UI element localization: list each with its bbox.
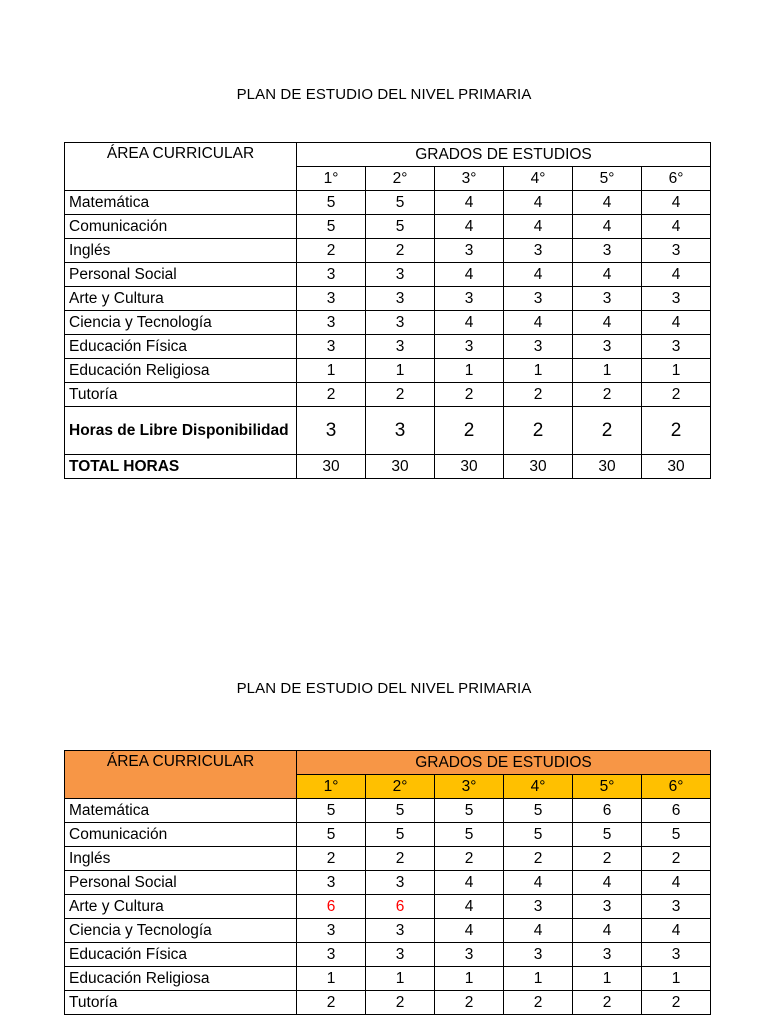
hours-cell: 2 <box>435 383 504 407</box>
grade-header: 1° <box>297 775 366 799</box>
table-row <box>65 919 711 943</box>
area-name: Horas de Libre Disponibilidad <box>65 407 297 455</box>
table-row <box>65 991 711 1015</box>
hours-cell: 4 <box>573 263 642 287</box>
hours-cell: 4 <box>642 919 711 943</box>
hours-cell: 4 <box>642 311 711 335</box>
hours-cell: 5 <box>504 799 573 823</box>
hours-cell: 6 <box>642 799 711 823</box>
hours-cell: 3 <box>297 919 366 943</box>
hours-cell: 3 <box>366 335 435 359</box>
area-name: Tutoría <box>65 383 297 407</box>
hours-cell: 4 <box>504 919 573 943</box>
hours-cell: 3 <box>366 287 435 311</box>
table-row <box>65 359 711 383</box>
area-name: Educación Física <box>65 943 297 967</box>
hours-cell: 2 <box>573 847 642 871</box>
grade-header: 4° <box>504 775 573 799</box>
hours-cell: 3 <box>642 943 711 967</box>
hours-cell: 1 <box>297 359 366 383</box>
hours-cell: 4 <box>573 311 642 335</box>
area-name: Comunicación <box>65 823 297 847</box>
hours-cell: 4 <box>573 871 642 895</box>
hours-cell: 5 <box>435 799 504 823</box>
hours-cell: 5 <box>504 823 573 847</box>
area-name: Arte y Cultura <box>65 287 297 311</box>
hours-cell: 4 <box>504 871 573 895</box>
area-name: Matemática <box>65 191 297 215</box>
area-name: Inglés <box>65 847 297 871</box>
hours-cell: 4 <box>435 895 504 919</box>
hours-cell: 4 <box>642 191 711 215</box>
grade-header: 1° <box>297 167 366 191</box>
hours-cell: 6 <box>573 799 642 823</box>
hours-cell: 5 <box>435 823 504 847</box>
area-name: Comunicación <box>65 215 297 239</box>
hours-cell: 3 <box>504 239 573 263</box>
hours-cell: 30 <box>366 455 435 479</box>
hours-cell: 4 <box>573 215 642 239</box>
hours-cell: 2 <box>435 991 504 1015</box>
hours-cell: 5 <box>366 799 435 823</box>
hours-cell: 4 <box>435 311 504 335</box>
area-name: Ciencia y Tecnología <box>65 311 297 335</box>
hours-cell: 3 <box>642 895 711 919</box>
hours-cell: 2 <box>366 239 435 263</box>
hours-cell: 30 <box>504 455 573 479</box>
hours-cell: 1 <box>573 359 642 383</box>
grade-header: 5° <box>573 167 642 191</box>
hours-cell: 2 <box>504 991 573 1015</box>
hours-cell: 4 <box>642 215 711 239</box>
area-name: TOTAL HORAS <box>65 455 297 479</box>
hours-cell: 1 <box>297 967 366 991</box>
hours-cell: 3 <box>366 943 435 967</box>
hours-cell: 3 <box>504 895 573 919</box>
plan-title-2: PLAN DE ESTUDIO DEL NIVEL PRIMARIA <box>236 680 532 697</box>
hours-cell: 3 <box>573 287 642 311</box>
hours-cell: 3 <box>297 943 366 967</box>
table-row <box>65 967 711 991</box>
hours-cell: 3 <box>435 287 504 311</box>
hours-cell: 3 <box>504 943 573 967</box>
hours-cell: 4 <box>504 311 573 335</box>
hours-cell: 3 <box>366 871 435 895</box>
grade-header: 3° <box>435 167 504 191</box>
hours-cell: 3 <box>366 919 435 943</box>
hours-cell: 30 <box>297 455 366 479</box>
table-row <box>65 287 711 311</box>
hours-cell: 1 <box>366 359 435 383</box>
hours-cell: 3 <box>435 943 504 967</box>
area-name: Inglés <box>65 239 297 263</box>
table-row <box>65 239 711 263</box>
hours-cell: 2 <box>504 383 573 407</box>
hours-cell: 3 <box>642 239 711 263</box>
hours-cell: 3 <box>366 263 435 287</box>
hours-cell: 30 <box>642 455 711 479</box>
table-row <box>65 943 711 967</box>
hours-cell: 4 <box>573 919 642 943</box>
hours-cell: 2 <box>297 991 366 1015</box>
hours-cell: 2 <box>642 407 711 455</box>
header-area-curricular: ÁREA CURRICULAR <box>65 751 297 799</box>
hours-cell: 4 <box>504 263 573 287</box>
hours-cell: 3 <box>642 287 711 311</box>
hours-cell: 2 <box>297 847 366 871</box>
hours-cell: 3 <box>504 287 573 311</box>
hours-cell: 6 <box>297 895 366 919</box>
hours-cell: 5 <box>297 215 366 239</box>
area-name: Educación Religiosa <box>65 967 297 991</box>
table-row <box>65 847 711 871</box>
hours-cell: 4 <box>504 215 573 239</box>
area-name: Tutoría <box>65 991 297 1015</box>
hours-cell: 3 <box>366 407 435 455</box>
hours-cell: 4 <box>435 871 504 895</box>
hours-cell: 2 <box>366 383 435 407</box>
table-row <box>65 335 711 359</box>
hours-cell: 30 <box>573 455 642 479</box>
grade-header: 5° <box>573 775 642 799</box>
header-grados-de-estudios: GRADOS DE ESTUDIOS <box>297 751 711 775</box>
plan-table-1 <box>64 142 711 479</box>
hours-cell: 5 <box>366 191 435 215</box>
area-name: Personal Social <box>65 871 297 895</box>
area-name: Ciencia y Tecnología <box>65 919 297 943</box>
table-row <box>65 407 711 455</box>
hours-cell: 2 <box>573 383 642 407</box>
hours-cell: 2 <box>642 991 711 1015</box>
area-name: Educación Física <box>65 335 297 359</box>
hours-cell: 6 <box>366 895 435 919</box>
hours-cell: 3 <box>435 239 504 263</box>
hours-cell: 2 <box>297 239 366 263</box>
hours-cell: 3 <box>504 335 573 359</box>
hours-cell: 4 <box>573 191 642 215</box>
hours-cell: 3 <box>642 335 711 359</box>
hours-cell: 2 <box>642 847 711 871</box>
hours-cell: 5 <box>366 823 435 847</box>
grade-header: 2° <box>366 167 435 191</box>
hours-cell: 2 <box>435 407 504 455</box>
area-name: Educación Religiosa <box>65 359 297 383</box>
hours-cell: 2 <box>435 847 504 871</box>
hours-cell: 3 <box>297 335 366 359</box>
plan-title-1: PLAN DE ESTUDIO DEL NIVEL PRIMARIA <box>236 86 532 103</box>
hours-cell: 1 <box>504 967 573 991</box>
area-name: Personal Social <box>65 263 297 287</box>
table-row <box>65 263 711 287</box>
area-name: Arte y Cultura <box>65 895 297 919</box>
hours-cell: 30 <box>435 455 504 479</box>
header-grados-de-estudios: GRADOS DE ESTUDIOS <box>297 143 711 167</box>
table-row <box>65 799 711 823</box>
hours-cell: 1 <box>573 967 642 991</box>
hours-cell: 3 <box>573 335 642 359</box>
hours-cell: 1 <box>642 967 711 991</box>
grade-header: 4° <box>504 167 573 191</box>
hours-cell: 2 <box>297 383 366 407</box>
table-row <box>65 871 711 895</box>
hours-cell: 3 <box>297 311 366 335</box>
plan-table-2 <box>64 750 711 1015</box>
hours-cell: 4 <box>504 191 573 215</box>
hours-cell: 3 <box>435 335 504 359</box>
table-row <box>65 455 711 479</box>
hours-cell: 3 <box>297 871 366 895</box>
hours-cell: 2 <box>504 407 573 455</box>
hours-cell: 4 <box>435 919 504 943</box>
table-row <box>65 383 711 407</box>
hours-cell: 3 <box>297 287 366 311</box>
table-row <box>65 311 711 335</box>
hours-cell: 5 <box>297 823 366 847</box>
hours-cell: 1 <box>504 359 573 383</box>
hours-cell: 2 <box>366 847 435 871</box>
hours-cell: 5 <box>297 191 366 215</box>
grade-header: 6° <box>642 167 711 191</box>
hours-cell: 5 <box>573 823 642 847</box>
hours-cell: 3 <box>573 943 642 967</box>
hours-cell: 3 <box>297 263 366 287</box>
hours-cell: 3 <box>573 239 642 263</box>
grade-header: 2° <box>366 775 435 799</box>
hours-cell: 3 <box>297 407 366 455</box>
hours-cell: 3 <box>366 311 435 335</box>
header-area-curricular: ÁREA CURRICULAR <box>65 143 297 191</box>
grade-header: 3° <box>435 775 504 799</box>
hours-cell: 2 <box>642 383 711 407</box>
table-row <box>65 191 711 215</box>
hours-cell: 2 <box>573 407 642 455</box>
hours-cell: 1 <box>366 967 435 991</box>
hours-cell: 5 <box>297 799 366 823</box>
table-row <box>65 823 711 847</box>
hours-cell: 2 <box>366 991 435 1015</box>
hours-cell: 2 <box>504 847 573 871</box>
table-row <box>65 215 711 239</box>
hours-cell: 3 <box>573 895 642 919</box>
area-name: Matemática <box>65 799 297 823</box>
table-row <box>65 895 711 919</box>
grade-header: 6° <box>642 775 711 799</box>
hours-cell: 1 <box>435 967 504 991</box>
hours-cell: 1 <box>435 359 504 383</box>
hours-cell: 5 <box>366 215 435 239</box>
hours-cell: 5 <box>642 823 711 847</box>
hours-cell: 2 <box>573 991 642 1015</box>
hours-cell: 4 <box>435 191 504 215</box>
hours-cell: 4 <box>435 215 504 239</box>
hours-cell: 1 <box>642 359 711 383</box>
hours-cell: 4 <box>642 871 711 895</box>
hours-cell: 4 <box>435 263 504 287</box>
hours-cell: 4 <box>642 263 711 287</box>
